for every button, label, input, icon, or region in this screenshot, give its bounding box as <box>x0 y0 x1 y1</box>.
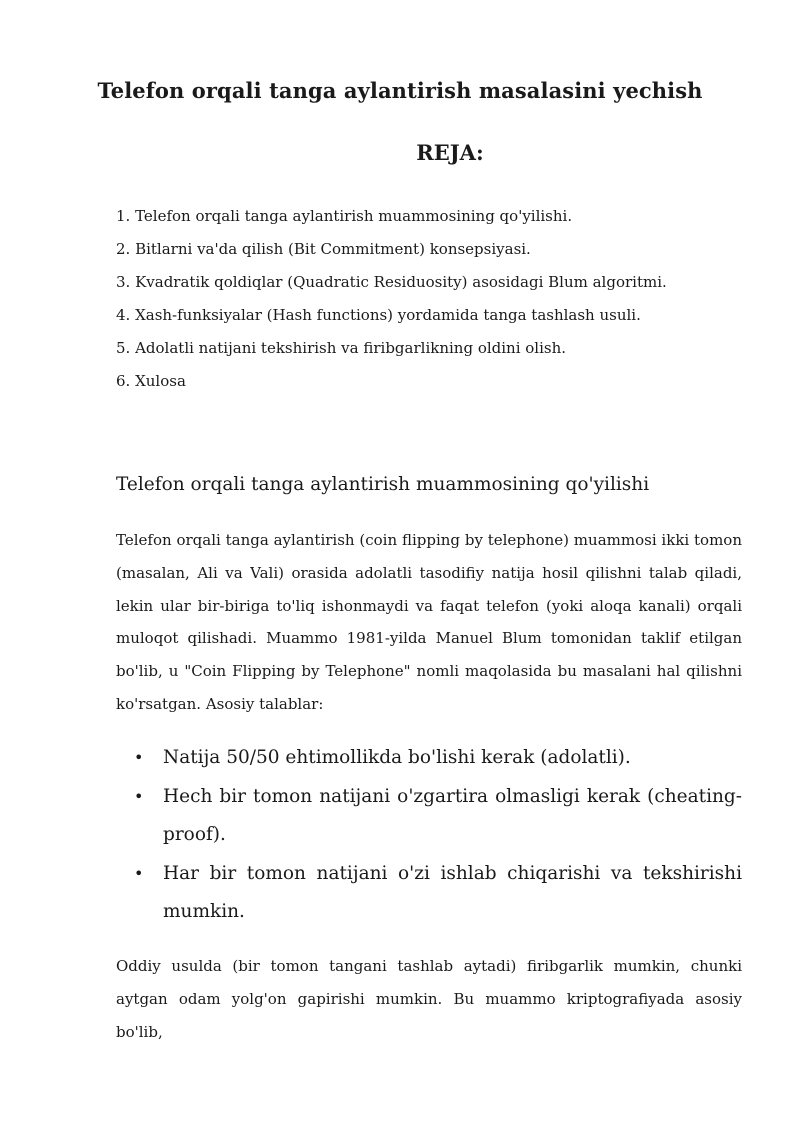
plan-item: 6. Xulosa <box>116 372 186 390</box>
requirement-text: Har bir tomon natijani o'zi ishlab chiqarishi va tekshirishi mumkin. <box>163 862 742 922</box>
plan-item: 2. Bitlarni va'da qilish (Bit Commitment) konsepsiyasi. <box>116 240 531 258</box>
paragraph-intro: Telefon orqali tanga aylantirish (coin flipping by telephone) muammosi ikki tomon (masalan, Ali va Vali) orasida adolatli tasodifiy natija hosil qilishni talab qiladi, lekin ular bir-biriga to'liq ishonmaydi va faqat telefon (yoki aloqa kanali) orqali muloqot qilishadi. Muammo 1981-yilda Manuel Blum tomonidan taklif etilgan bo'lib, u "Coin Flipping by Telephone" nomli maqolasida bu masalani hal qilishni ko'rsatgan. Asosiy talablar: <box>116 531 742 713</box>
requirement-text: Natija 50/50 ehtimollikda bo'lishi kerak (adolatli). <box>163 747 631 768</box>
requirement-item <box>116 778 742 855</box>
requirements-list <box>116 739 742 932</box>
requirement-text: Hech bir tomon natijani o'zgartira olmasligi kerak (cheating-proof). <box>163 785 742 845</box>
plan-item: 5. Adolatli natijani tekshirish va firibgarlikning oldini olish. <box>116 339 567 357</box>
bullet-marker: • <box>134 863 144 883</box>
plan-item: 4. Xash-funksiyalar (Hash functions) yordamida tanga tashlash usuli. <box>116 306 641 324</box>
plan-item: 1. Telefon orqali tanga aylantirish muammosining qo'yilishi. <box>116 207 573 225</box>
document-title: Telefon orqali tanga aylantirish masalasini yechish <box>97 78 703 103</box>
bullet-marker: • <box>134 748 144 767</box>
plan-list <box>116 205 667 403</box>
plan-heading: REJA: <box>416 140 484 165</box>
plan-item: 3. Kvadratik qoldiqlar (Quadratic Residuosity) asosidagi Blum algoritmi. <box>116 273 667 291</box>
requirement-item <box>116 855 742 932</box>
requirement-item <box>116 739 742 778</box>
section-heading: Telefon orqali tanga aylantirish muammosining qo'yilishi <box>116 474 650 495</box>
paragraph-continuation: Oddiy usulda (bir tomon tangani tashlab aytadi) firibgarlik mumkin, chunki aytgan odam yolg'on gapirishi mumkin. Bu muammo kriptografiyada asosiy bo'lib, <box>116 957 742 1041</box>
bullet-marker: • <box>134 786 144 806</box>
